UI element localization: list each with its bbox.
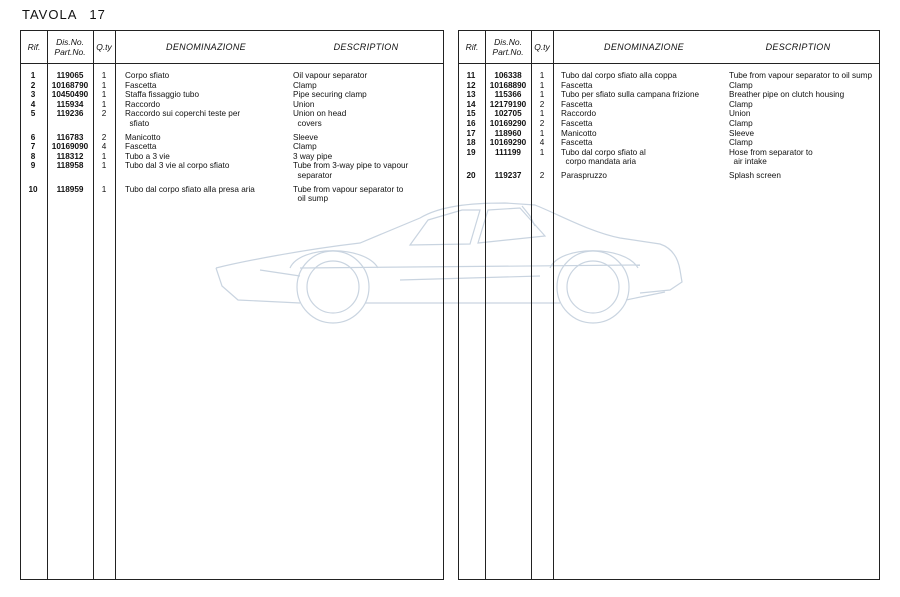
- table-row: [459, 71, 879, 81]
- english-description: Sleeve: [729, 128, 755, 138]
- table-row: [21, 133, 443, 143]
- english-description: Splash screen: [729, 170, 781, 180]
- quantity: 1: [539, 147, 545, 157]
- quantity: 1: [539, 109, 545, 119]
- table-row: [459, 138, 879, 148]
- english-description: air intake: [729, 157, 767, 167]
- quantity: 1: [539, 71, 545, 80]
- english-description: Union: [729, 109, 751, 119]
- part-number: 115366: [494, 90, 522, 100]
- parts-list: [459, 71, 879, 181]
- part-number: 106338: [494, 71, 522, 80]
- ref-number: 2: [30, 80, 36, 90]
- part-number: 10168890: [489, 80, 527, 90]
- part-number: 118312: [56, 151, 84, 161]
- english-description: Clamp: [729, 99, 753, 109]
- italian-name: Fascetta: [561, 138, 593, 148]
- italian-name: Tubo dal corpo sfiato alla coppa: [561, 71, 677, 80]
- ref-number: 17: [466, 128, 476, 138]
- ref-number: 16: [466, 118, 476, 128]
- table-row: [21, 161, 443, 180]
- italian-name: Fascetta: [561, 99, 593, 109]
- parts-table-left: [20, 30, 444, 580]
- table-row: [21, 71, 443, 81]
- parts-table-right: [458, 30, 880, 580]
- table-row: [459, 109, 879, 119]
- quantity: 1: [101, 161, 107, 171]
- table-row: [21, 100, 443, 110]
- table-row: [21, 109, 443, 128]
- part-number: 118960: [494, 128, 522, 138]
- col-header-description: DESCRIPTION: [765, 42, 831, 52]
- quantity: 4: [539, 138, 545, 148]
- ref-number: 8: [30, 151, 36, 161]
- english-description: Hose from separator to: [729, 147, 813, 157]
- quantity: 2: [539, 170, 545, 180]
- part-number: 118958: [56, 161, 84, 171]
- english-description: covers: [293, 118, 322, 128]
- english-description: Clamp: [293, 80, 317, 90]
- col-header-qty: Q.ty: [96, 42, 112, 52]
- ref-number: 7: [30, 142, 36, 152]
- parts-list: [21, 71, 443, 204]
- ref-number: 20: [466, 170, 476, 180]
- ref-number: 15: [466, 109, 476, 119]
- table-number: 17: [89, 7, 106, 22]
- col-header-part-no: Dis.No. Part.No.: [54, 37, 86, 57]
- quantity: 1: [101, 151, 107, 161]
- part-number: 12179190: [489, 99, 527, 109]
- col-header-denominazione: DENOMINAZIONE: [604, 42, 684, 52]
- ref-number: 13: [466, 90, 476, 100]
- italian-name: Tubo dal 3 vie al corpo sfiato: [125, 161, 230, 171]
- quantity: 2: [539, 99, 545, 109]
- quantity: 1: [101, 71, 107, 80]
- col-header-description: DESCRIPTION: [333, 42, 399, 52]
- english-description: Clamp: [729, 80, 753, 90]
- quantity: 1: [101, 90, 107, 100]
- ref-number: 14: [466, 99, 476, 109]
- italian-name: Fascetta: [125, 142, 157, 152]
- table-row: [459, 100, 879, 110]
- quantity: 2: [101, 109, 107, 119]
- table-row: [21, 142, 443, 152]
- table-row: [21, 185, 443, 204]
- part-number: 10450490: [51, 90, 89, 100]
- part-number: 10169290: [489, 138, 527, 148]
- table-row: [459, 129, 879, 139]
- table-row: [459, 81, 879, 91]
- col-header-rif: Rif.: [27, 42, 41, 52]
- italian-name: Tubo dal corpo sfiato alla presa aria: [125, 184, 255, 194]
- italian-name: Tubo dal corpo sfiato al: [561, 147, 646, 157]
- part-number: 111199: [495, 147, 521, 157]
- english-description: Pipe securing clamp: [293, 90, 367, 100]
- italian-name: Fascetta: [561, 118, 593, 128]
- english-description: Tube from 3-way pipe to vapour: [293, 161, 409, 171]
- ref-number: 1: [30, 71, 36, 80]
- part-number: 118959: [56, 184, 84, 194]
- italian-name: Fascetta: [125, 80, 157, 90]
- english-description: Union on head: [293, 109, 347, 119]
- ref-number: 4: [30, 99, 36, 109]
- col-header-denominazione: DENOMINAZIONE: [166, 42, 246, 52]
- quantity: 1: [539, 80, 545, 90]
- ref-number: 9: [30, 161, 36, 171]
- english-description: Oil vapour separator: [293, 71, 368, 80]
- english-description: oil sump: [293, 194, 329, 204]
- italian-name: Raccordo sui coperchi teste per: [125, 109, 241, 119]
- part-number: 10169090: [51, 142, 89, 152]
- col-header-qty: Q.ty: [534, 42, 550, 52]
- italian-name: Manicotto: [561, 128, 597, 138]
- table-row: [21, 81, 443, 91]
- table-row: [459, 119, 879, 129]
- italian-name: Raccordo: [561, 109, 597, 119]
- ref-number: 5: [30, 109, 36, 119]
- table-row: [21, 90, 443, 100]
- italian-name: Staffa fissaggio tubo: [125, 90, 200, 100]
- english-description: Clamp: [293, 142, 317, 152]
- quantity: 4: [101, 142, 107, 152]
- italian-name: Raccordo: [125, 99, 161, 109]
- part-number: 119065: [56, 71, 84, 80]
- english-description: Clamp: [729, 138, 753, 148]
- page-title: [22, 7, 106, 22]
- english-description: Tube from vapour separator to: [293, 184, 404, 194]
- ref-number: 3: [30, 90, 36, 100]
- table-row: [459, 90, 879, 100]
- quantity: 1: [101, 184, 107, 194]
- part-number: 102705: [494, 109, 522, 119]
- part-number: 116783: [56, 132, 84, 142]
- table-title: TAVOLA: [22, 7, 78, 22]
- part-number: 10168790: [51, 80, 89, 90]
- col-header-part-no: Dis.No. Part.No.: [492, 37, 524, 57]
- quantity: 1: [101, 80, 107, 90]
- table-row: [459, 171, 879, 181]
- ref-number: 11: [466, 71, 476, 80]
- ref-number: 19: [466, 147, 476, 157]
- ref-number: 6: [30, 132, 36, 142]
- table-row: [21, 152, 443, 162]
- italian-name: Manicotto: [125, 132, 161, 142]
- part-number: 115934: [56, 99, 84, 109]
- english-description: Clamp: [729, 118, 753, 128]
- quantity: 1: [101, 99, 107, 109]
- part-number: 119236: [56, 109, 84, 119]
- english-description: Tube from vapour separator to oil sump: [729, 71, 873, 80]
- part-number: 119237: [494, 170, 522, 180]
- part-number: 10169290: [489, 118, 527, 128]
- italian-name: Corpo sfiato: [125, 71, 170, 80]
- italian-name: Tubo per sfiato sulla campana frizione: [561, 90, 700, 100]
- italian-name: Tubo a 3 vie: [125, 151, 170, 161]
- italian-name: Paraspruzzo: [561, 170, 607, 180]
- english-description: Breather pipe on clutch housing: [729, 90, 845, 100]
- col-header-rif: Rif.: [465, 42, 479, 52]
- quantity: 1: [539, 90, 545, 100]
- quantity: 2: [101, 132, 107, 142]
- quantity: 2: [539, 118, 545, 128]
- italian-name: corpo mandata aria: [561, 157, 637, 167]
- ref-number: 18: [466, 138, 476, 148]
- table-row: [459, 148, 879, 167]
- italian-name: Fascetta: [561, 80, 593, 90]
- english-description: Union: [293, 99, 315, 109]
- ref-number: 10: [28, 184, 38, 194]
- italian-name: sfiato: [125, 118, 150, 128]
- english-description: Sleeve: [293, 132, 319, 142]
- english-description: separator: [293, 170, 333, 180]
- english-description: 3 way pipe: [293, 151, 333, 161]
- quantity: 1: [539, 128, 545, 138]
- ref-number: 12: [466, 80, 476, 90]
